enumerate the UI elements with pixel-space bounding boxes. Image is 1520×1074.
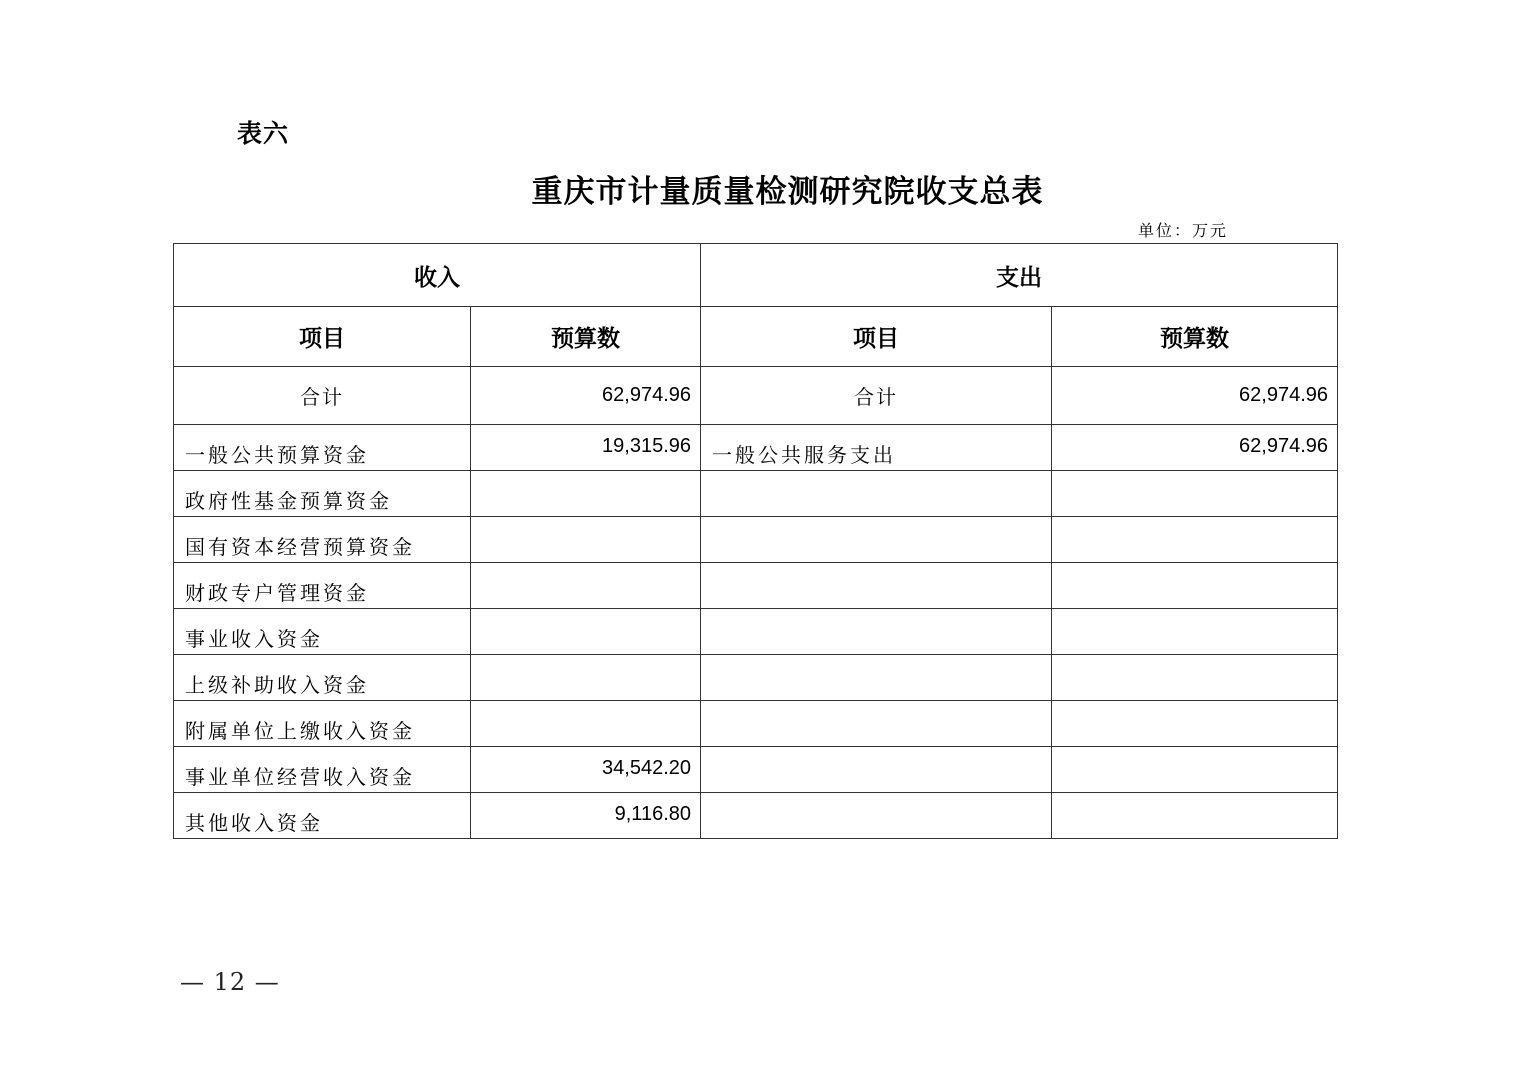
expense-item-cell [701, 701, 1052, 747]
expense-item-header: 项目 [701, 307, 1052, 367]
expense-item-cell [701, 609, 1052, 655]
income-item-header: 项目 [174, 307, 471, 367]
unit-label: 单位：万元 [1138, 221, 1229, 240]
page-title: 重庆市计量质量检测研究院收支总表 [531, 174, 1044, 210]
income-item-cell: 政府性基金预算资金 [174, 471, 471, 517]
table-row [174, 747, 1338, 793]
expense-total-value: 62,974.96 [1052, 367, 1338, 425]
expense-item-cell [701, 747, 1052, 793]
expense-value-cell [1052, 793, 1338, 839]
income-value-cell [471, 471, 701, 517]
income-value-cell [471, 655, 701, 701]
expense-group-header: 支出 [701, 244, 1338, 307]
income-value-cell [471, 609, 701, 655]
expense-item-cell [701, 471, 1052, 517]
expense-item-cell [701, 655, 1052, 701]
income-item-cell: 其他收入资金 [174, 793, 471, 839]
expense-value-cell [1052, 747, 1338, 793]
table-row [174, 563, 1338, 609]
income-item-cell: 事业单位经营收入资金 [174, 747, 471, 793]
income-value-cell: 34,542.20 [471, 747, 701, 793]
income-total-value: 62,974.96 [471, 367, 701, 425]
group-header-row [174, 244, 1338, 307]
expense-value-cell [1052, 609, 1338, 655]
total-row [174, 367, 1338, 425]
income-expense-summary-table [173, 243, 1338, 839]
expense-value-cell [1052, 471, 1338, 517]
expense-item-cell: 一般公共服务支出 [701, 425, 1052, 471]
expense-item-cell [701, 517, 1052, 563]
expense-budget-header: 预算数 [1052, 307, 1338, 367]
income-group-header: 收入 [174, 244, 701, 307]
income-value-cell [471, 563, 701, 609]
table-row [174, 471, 1338, 517]
income-item-cell: 国有资本经营预算资金 [174, 517, 471, 563]
expense-value-cell [1052, 563, 1338, 609]
income-item-cell: 财政专户管理资金 [174, 563, 471, 609]
income-total-label: 合计 [174, 367, 471, 425]
income-value-cell [471, 517, 701, 563]
page-number: — 12 — [180, 968, 280, 996]
table-row [174, 609, 1338, 655]
income-item-cell: 上级补助收入资金 [174, 655, 471, 701]
expense-value-cell: 62,974.96 [1052, 425, 1338, 471]
expense-value-cell [1052, 701, 1338, 747]
income-item-cell: 附属单位上缴收入资金 [174, 701, 471, 747]
table-label: 表六 [237, 119, 290, 148]
table-row [174, 701, 1338, 747]
income-item-cell: 事业收入资金 [174, 609, 471, 655]
expense-value-cell [1052, 517, 1338, 563]
table-row [174, 655, 1338, 701]
table-row [174, 517, 1338, 563]
expense-item-cell [701, 563, 1052, 609]
column-header-row [174, 307, 1338, 367]
income-value-cell: 9,116.80 [471, 793, 701, 839]
expense-item-cell [701, 793, 1052, 839]
income-value-cell [471, 701, 701, 747]
expense-total-label: 合计 [701, 367, 1052, 425]
expense-value-cell [1052, 655, 1338, 701]
table-row [174, 793, 1338, 839]
income-value-cell: 19,315.96 [471, 425, 701, 471]
income-budget-header: 预算数 [471, 307, 701, 367]
table-row [174, 425, 1338, 471]
income-item-cell: 一般公共预算资金 [174, 425, 471, 471]
